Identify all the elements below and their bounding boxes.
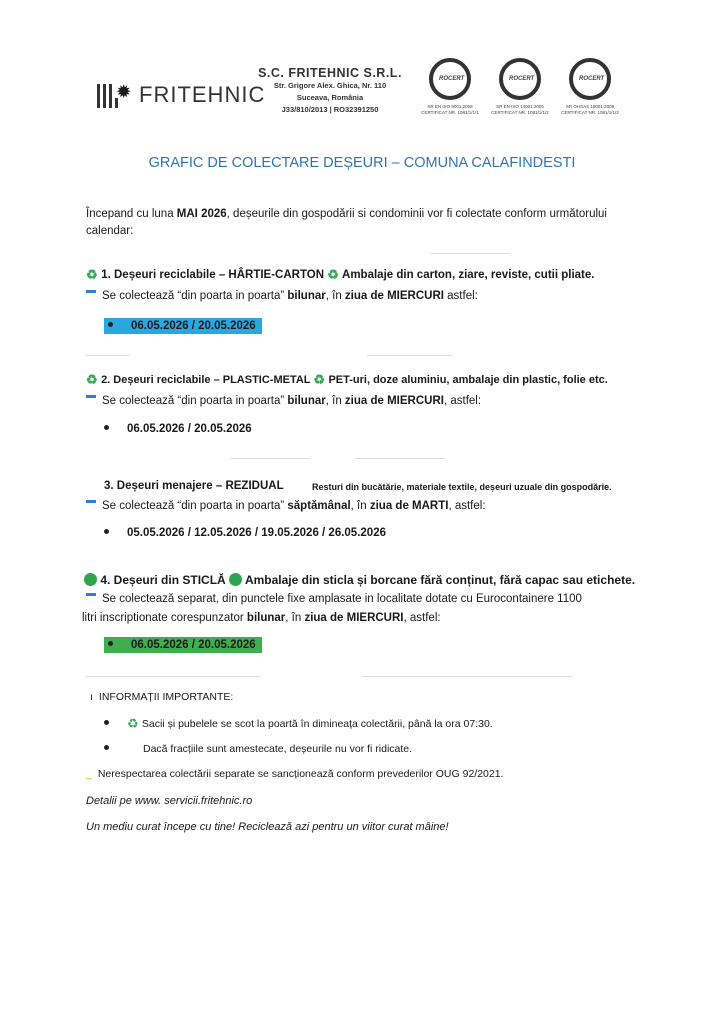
section-2-schedule: Se colectează “din poarta in poarta” bilunar, în ziua de MIERCURI, astfel: <box>86 395 481 407</box>
section-4-heading: 4. Deșeuri din STICLĂ Ambalaje din sticla și borcane fără conținut, fără capac sau etichete. <box>84 573 635 587</box>
cert-badge: ROCERT SR EN ISO 14001:2005 CERTIFICAT NR. 1081/1/1/2 <box>488 58 552 116</box>
cert-badge: ROCERT SR EN ISO 9001:2008 CERTIFICAT NR. 1081/1/1/1 <box>418 58 482 116</box>
address-line: Str. Grigore Alex. Ghica, Nr. 110 <box>273 81 387 90</box>
rocert-logo-icon: ROCERT <box>499 58 541 100</box>
section-3-desc: Resturi din bucătărie, materiale textile, deșeuri uzuale din gospodărie. <box>312 482 612 492</box>
certifications <box>418 58 622 116</box>
calendar-icon <box>86 290 96 299</box>
intro-text-line2: calendar: <box>86 225 134 237</box>
recycle-icon: ♻ <box>86 267 98 282</box>
page-title: GRAFIC DE COLECTARE DEȘEURI – COMUNA CALAFINDESTI <box>148 155 576 171</box>
details-link[interactable]: Detalii pe www. servicii.fritehnic.ro <box>86 795 253 807</box>
slogan: Un mediu curat începe cu tine! Reciclează azi pentru un viitor curat mâine! <box>86 821 449 833</box>
recycle-icon: ♻ <box>127 716 139 731</box>
rocert-logo-icon: ROCERT <box>429 58 471 100</box>
calendar-icon <box>86 593 96 602</box>
section-1-dates: 06.05.2026 / 20.05.2026 <box>104 318 262 334</box>
cert-badge: ROCERT SR OHSAS 18001:2008 CERTIFICAT NR. 1081/1/1/3 <box>558 58 622 116</box>
recycle-icon: ♻ <box>86 372 98 387</box>
company-info <box>250 66 410 116</box>
intro-text: Începand cu luna MAI 2026, deșeurile din gospodării si condominii vor fi colectate conform următorului <box>86 208 607 220</box>
section-2-heading: ♻ 2. Deșeuri reciclabile – PLASTIC-METAL ♻ PET-uri, doze aluminiu, ambalaje din plastic, folie etc. <box>86 372 608 387</box>
address-line: Suceava, România <box>296 93 364 102</box>
company-name: S.C. FRITEHNIC S.R.L. <box>258 66 402 80</box>
section-3-schedule: Se colectează “din poarta in poarta” săptămânal, în ziua de MARTI, astfel: <box>86 500 486 512</box>
info-heading: ı INFORMAȚII IMPORTANTE: <box>90 691 234 703</box>
green-dot-icon <box>229 573 242 586</box>
calendar-icon <box>86 500 96 509</box>
logo-mark-icon: ✹ <box>97 80 133 110</box>
section-1-heading: ♻ 1. Deșeuri reciclabile – HÂRTIE-CARTON ♻ Ambalaje din carton, ziare, reviste, cutii pliate. <box>86 267 595 282</box>
section-3-dates: 05.05.2026 / 12.05.2026 / 19.05.2026 / 26.05.2026 <box>104 527 386 539</box>
section-4-dates: 06.05.2026 / 20.05.2026 <box>104 637 262 653</box>
section-1-schedule: Se colectează “din poarta in poarta” bilunar, în ziua de MIERCURI astfel: <box>86 290 478 302</box>
section-2-dates: 06.05.2026 / 20.05.2026 <box>104 423 252 435</box>
penalty-note: _ Nerespectarea colectării separate se sancționează conform prevederilor OUG 92/2021. <box>86 768 504 780</box>
company-logo: ✹ FRITEHNIC <box>97 80 265 110</box>
section-4-schedule: Se colectează separat, din punctele fixe amplasate in localitate dotate cu Eurocontainere 1100 <box>86 593 582 605</box>
section-3-heading: 3. Deșeuri menajere – REZIDUAL <box>104 480 284 492</box>
recycle-icon: ♻ <box>313 372 326 387</box>
info-bullet: ♻ Sacii și pubelele se scot la poartă în dimineața colectării, până la ora 07:30. <box>104 718 493 730</box>
calendar-icon <box>86 395 96 404</box>
section-4-schedule-line2: litri inscriptionate corespunzator bilunar, în ziua de MIERCURI, astfel: <box>82 612 441 624</box>
info-bullet: Dacă fracțiile sunt amestecate, deșeurile nu vor fi ridicate. <box>104 743 412 755</box>
registration-line: J33/810/2013 | RO32391250 <box>281 105 379 114</box>
green-dot-icon <box>84 573 97 586</box>
rocert-logo-icon: ROCERT <box>569 58 611 100</box>
recycle-icon: ♻ <box>327 267 339 282</box>
